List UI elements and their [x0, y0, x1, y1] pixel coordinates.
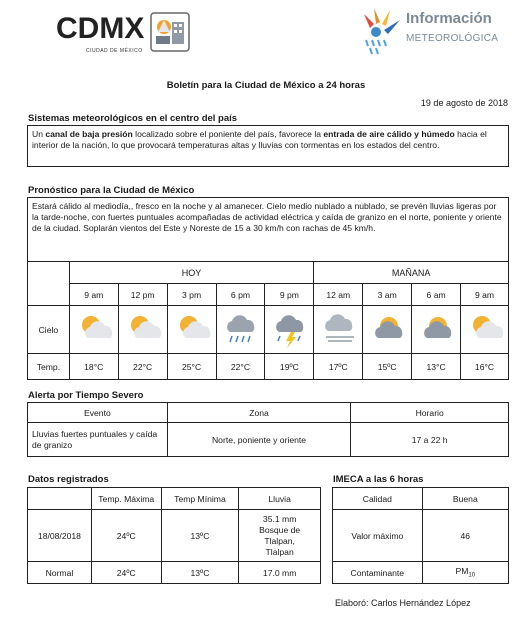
- header: [0, 0, 532, 70]
- forecast-sky-cell: [265, 306, 314, 354]
- systems-text-run: canal de baja presión: [45, 129, 133, 139]
- forecast-text: Estará cálido al mediodía,, fresco en la noche y al amanecer. Cielo medio nublado a nublado, se prevén lluvias ligeras por la tarde-noche, con fuertes puntuales acompañadas de actividad eléctrica y caída de granizo en el norte, poniente y oriente de la ciudad. Soplarán vientos del Este y Noreste de 15 a 30 km/h con rachas de 45 km/h.: [32, 201, 502, 233]
- forecast-hour: 3 am: [363, 284, 412, 306]
- systems-box: [27, 125, 509, 167]
- cdmx-emblem-icon: [150, 12, 190, 52]
- imeca-pollutant-label: Contaminante: [333, 562, 423, 584]
- cdmx-logo: [56, 14, 190, 52]
- info-logo-title: Información: [406, 10, 492, 27]
- forecast-temp: 25°C: [167, 354, 216, 380]
- forecast-hour: 9 am: [461, 284, 509, 306]
- info-meteorologica-logo: [360, 6, 510, 56]
- records-corner: [28, 488, 92, 510]
- records-row2-label: Normal: [28, 562, 92, 584]
- systems-text-run: entrada de aire cálido y húmedo: [323, 129, 455, 139]
- forecast-temp: 16°C: [461, 354, 509, 380]
- forecast-hour: 9 am: [69, 284, 118, 306]
- records-row1-rain-place3: Tlalpan: [265, 546, 294, 557]
- forecast-sky-cell: [363, 306, 412, 354]
- forecast-temp: 22°C: [216, 354, 265, 380]
- forecast-sky-cell: [69, 306, 118, 354]
- sun-cloud-icon: [119, 310, 167, 350]
- cloudy-night-icon: [363, 310, 411, 350]
- alert-time: 17 a 22 h: [351, 423, 509, 457]
- forecast-table: [27, 261, 509, 380]
- forecast-sky-cell: [118, 306, 167, 354]
- cloudy-night-icon: [412, 310, 460, 350]
- forecast-heading: Pronóstico para la Ciudad de México: [28, 185, 195, 196]
- bulletin-title: Boletín para la Ciudad de México a 24 horas: [166, 80, 366, 91]
- alert-col-zone: Zona: [167, 403, 351, 423]
- records-table: [27, 487, 321, 584]
- forecast-hour: 6 am: [412, 284, 461, 306]
- alert-table: [27, 402, 509, 457]
- imeca-pollutant: [422, 562, 508, 584]
- prepared-by: Elaboró: Carlos Hernández López: [335, 598, 471, 608]
- cdmx-subtitle: CIUDAD DE MÉXICO: [86, 48, 143, 54]
- rain-cloud-icon: [217, 310, 265, 350]
- records-row2-min: 13ºC: [161, 562, 239, 584]
- forecast-hour: 3 pm: [167, 284, 216, 306]
- imeca-col-quality: Calidad: [333, 488, 423, 510]
- records-row2-max: 24ºC: [91, 562, 161, 584]
- forecast-hour: 6 pm: [216, 284, 265, 306]
- group-today: HOY: [69, 262, 314, 284]
- bulletin-date: 19 de agosto de 2018: [420, 98, 508, 108]
- row-sky-label: Cielo: [28, 306, 70, 354]
- imeca-max-value: 46: [422, 510, 508, 562]
- systems-text: [28, 126, 508, 154]
- alert-col-time: Horario: [351, 403, 509, 423]
- fog-cloud-icon: [314, 310, 362, 350]
- weather-splash-icon: [360, 6, 404, 56]
- records-row1-label: 18/08/2018: [28, 510, 92, 562]
- systems-text-run: Un: [32, 129, 46, 139]
- forecast-sky-cell: [314, 306, 363, 354]
- records-row1-rain: [239, 510, 321, 562]
- row-temp-label: Temp.: [28, 354, 70, 380]
- forecast-temp: 18°C: [69, 354, 118, 380]
- records-row1-rain-place2: Tlalpan,: [264, 535, 295, 546]
- records-row2-rain: 17.0 mm: [239, 562, 321, 584]
- forecast-sky-cell: [412, 306, 461, 354]
- imeca-quality-value: Buena: [422, 488, 508, 510]
- sun-cloud-icon: [70, 310, 118, 350]
- forecast-hour: 12 pm: [118, 284, 167, 306]
- forecast-sky-cell: [167, 306, 216, 354]
- sun-cloud-icon: [461, 310, 508, 350]
- records-col-rain: Lluvia: [239, 488, 321, 510]
- alert-zone: Norte, poniente y oriente: [167, 423, 351, 457]
- forecast-corner: [28, 262, 70, 306]
- alert-event: Lluvias fuertes puntuales y caída de granizo: [28, 423, 168, 457]
- forecast-temp: 13°C: [412, 354, 461, 380]
- forecast-hour: 12 am: [314, 284, 363, 306]
- forecast-sky-cell: [461, 306, 509, 354]
- forecast-temp: 15ºC: [363, 354, 412, 380]
- systems-text-run: hacia el interior de la nación, lo que provocará temperaturas altas y lluvias con tormentas en los estados del centro.: [32, 129, 487, 150]
- imeca-pollutant-sub: 10: [468, 572, 476, 579]
- records-row1-min: 13ºC: [161, 510, 239, 562]
- alert-heading: Alerta por Tiempo Severo: [28, 390, 144, 401]
- records-row1-rain-place1: Bosque de: [259, 524, 301, 535]
- forecast-temp: 17ºC: [314, 354, 363, 380]
- records-row1-max: 24ºC: [91, 510, 161, 562]
- group-tomorrow: MAÑANA: [314, 262, 509, 284]
- imeca-pollutant-name: PM: [455, 566, 469, 577]
- records-row1-rain-amount: 35.1 mm: [262, 513, 297, 524]
- systems-text-run: localizado sobre el poniente del país, favorece la: [132, 129, 324, 139]
- forecast-temp: 19ºC: [265, 354, 314, 380]
- records-heading: Datos registrados: [28, 474, 109, 485]
- alert-col-event: Evento: [28, 403, 168, 423]
- records-col-max: Temp. Máxima: [91, 488, 161, 510]
- sun-cloud-icon: [168, 310, 216, 350]
- forecast-hour: 9 pm: [265, 284, 314, 306]
- cdmx-wordmark: CDMX: [56, 12, 145, 45]
- records-col-min: Temp Mínima: [161, 488, 239, 510]
- forecast-sky-cell: [216, 306, 265, 354]
- systems-heading: Sistemas meteorológicos en el centro del país: [28, 113, 238, 124]
- imeca-table: [332, 487, 509, 584]
- imeca-heading: IMECA a las 6 horas: [333, 474, 424, 485]
- info-logo-subtitle: METEOROLÓGICA: [406, 33, 499, 44]
- forecast-box: [27, 197, 509, 261]
- storm-cloud-icon: [265, 310, 313, 350]
- imeca-max-label: Valor máximo: [333, 510, 423, 562]
- forecast-temp: 22°C: [118, 354, 167, 380]
